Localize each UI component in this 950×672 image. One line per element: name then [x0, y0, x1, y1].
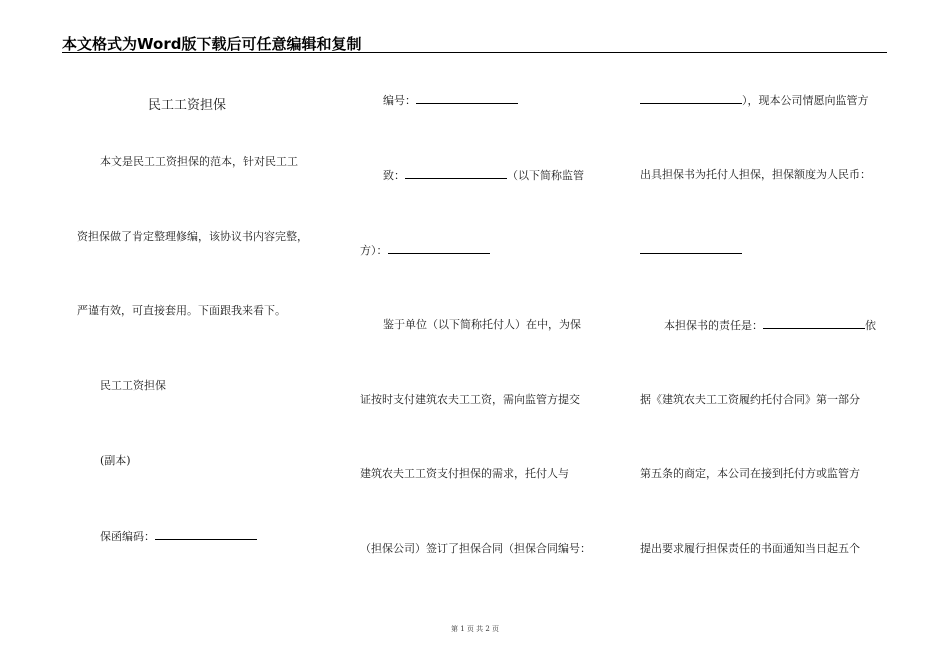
number-label: 编号：: [383, 94, 416, 107]
guarantee-code-blank: [155, 529, 257, 540]
number-blank: [416, 93, 518, 104]
to-suffix: （以下简称监管: [507, 169, 584, 182]
responsibility-blank: [763, 318, 865, 329]
party-label: 方）：: [360, 244, 388, 257]
col3-p1-text: ），现本公司情愿向监管方: [742, 94, 869, 107]
to-label: 致：: [383, 169, 405, 182]
col3-amount-line: [640, 243, 742, 258]
amount-blank: [640, 243, 742, 254]
guarantee-code-label: 保函编码：: [100, 530, 155, 543]
col3-paragraph-6: 第五条的商定，本公司在接到托付方或监管方: [640, 467, 860, 480]
col2-paragraph-5: 证按时支付建筑农夫工工资，需向监管方提交: [360, 393, 580, 406]
col2-paragraph-6: 建筑农夫工工资支付担保的需求，托付人与: [360, 467, 569, 480]
document-header: 本文格式为Word版下载后可任意编辑和复制: [62, 35, 362, 53]
responsibility-suffix: 依: [865, 319, 876, 332]
col1-paragraph-2: 资担保做了肯定整理修编，该协议书内容完整，: [77, 230, 308, 243]
col2-paragraph-4: 鉴于单位（以下简称托付人）在中，为保: [383, 318, 581, 331]
col1-copy-label: (副本): [100, 454, 131, 467]
col1-guarantee-code: [100, 529, 257, 544]
party-blank: [388, 243, 490, 254]
document-title: 民工工资担保: [148, 98, 227, 113]
col1-paragraph-3: 严谨有效，可直接套用。下面跟我来看下。: [77, 304, 286, 317]
header-divider: [62, 52, 887, 53]
page-footer: 第 1 页 共 2 页: [450, 625, 500, 633]
col2-to-line: [383, 168, 584, 183]
contract-number-blank: [640, 93, 742, 104]
responsibility-label: 本担保书的责任是：: [664, 319, 763, 332]
to-blank: [405, 168, 507, 179]
col3-paragraph-7: 提出要求履行担保责任的书面通知当日起五个: [640, 542, 860, 555]
col3-paragraph-2: 出具担保书为托付人担保，担保额度为人民币：: [640, 168, 871, 181]
col2-party-line: [360, 243, 490, 258]
col1-subtitle: 民工工资担保: [100, 379, 166, 392]
col2-paragraph-7: （担保公司）签订了担保合同（担保合同编号：: [360, 542, 591, 555]
col3-paragraph-1: [640, 93, 869, 108]
col3-responsibility-line: [664, 318, 876, 333]
col3-paragraph-5: 据《建筑农夫工工资履约托付合同》第一部分: [640, 393, 860, 406]
col2-number-line: [383, 93, 518, 108]
col1-paragraph-1: 本文是民工工资担保的范本，针对民工工: [100, 155, 298, 168]
